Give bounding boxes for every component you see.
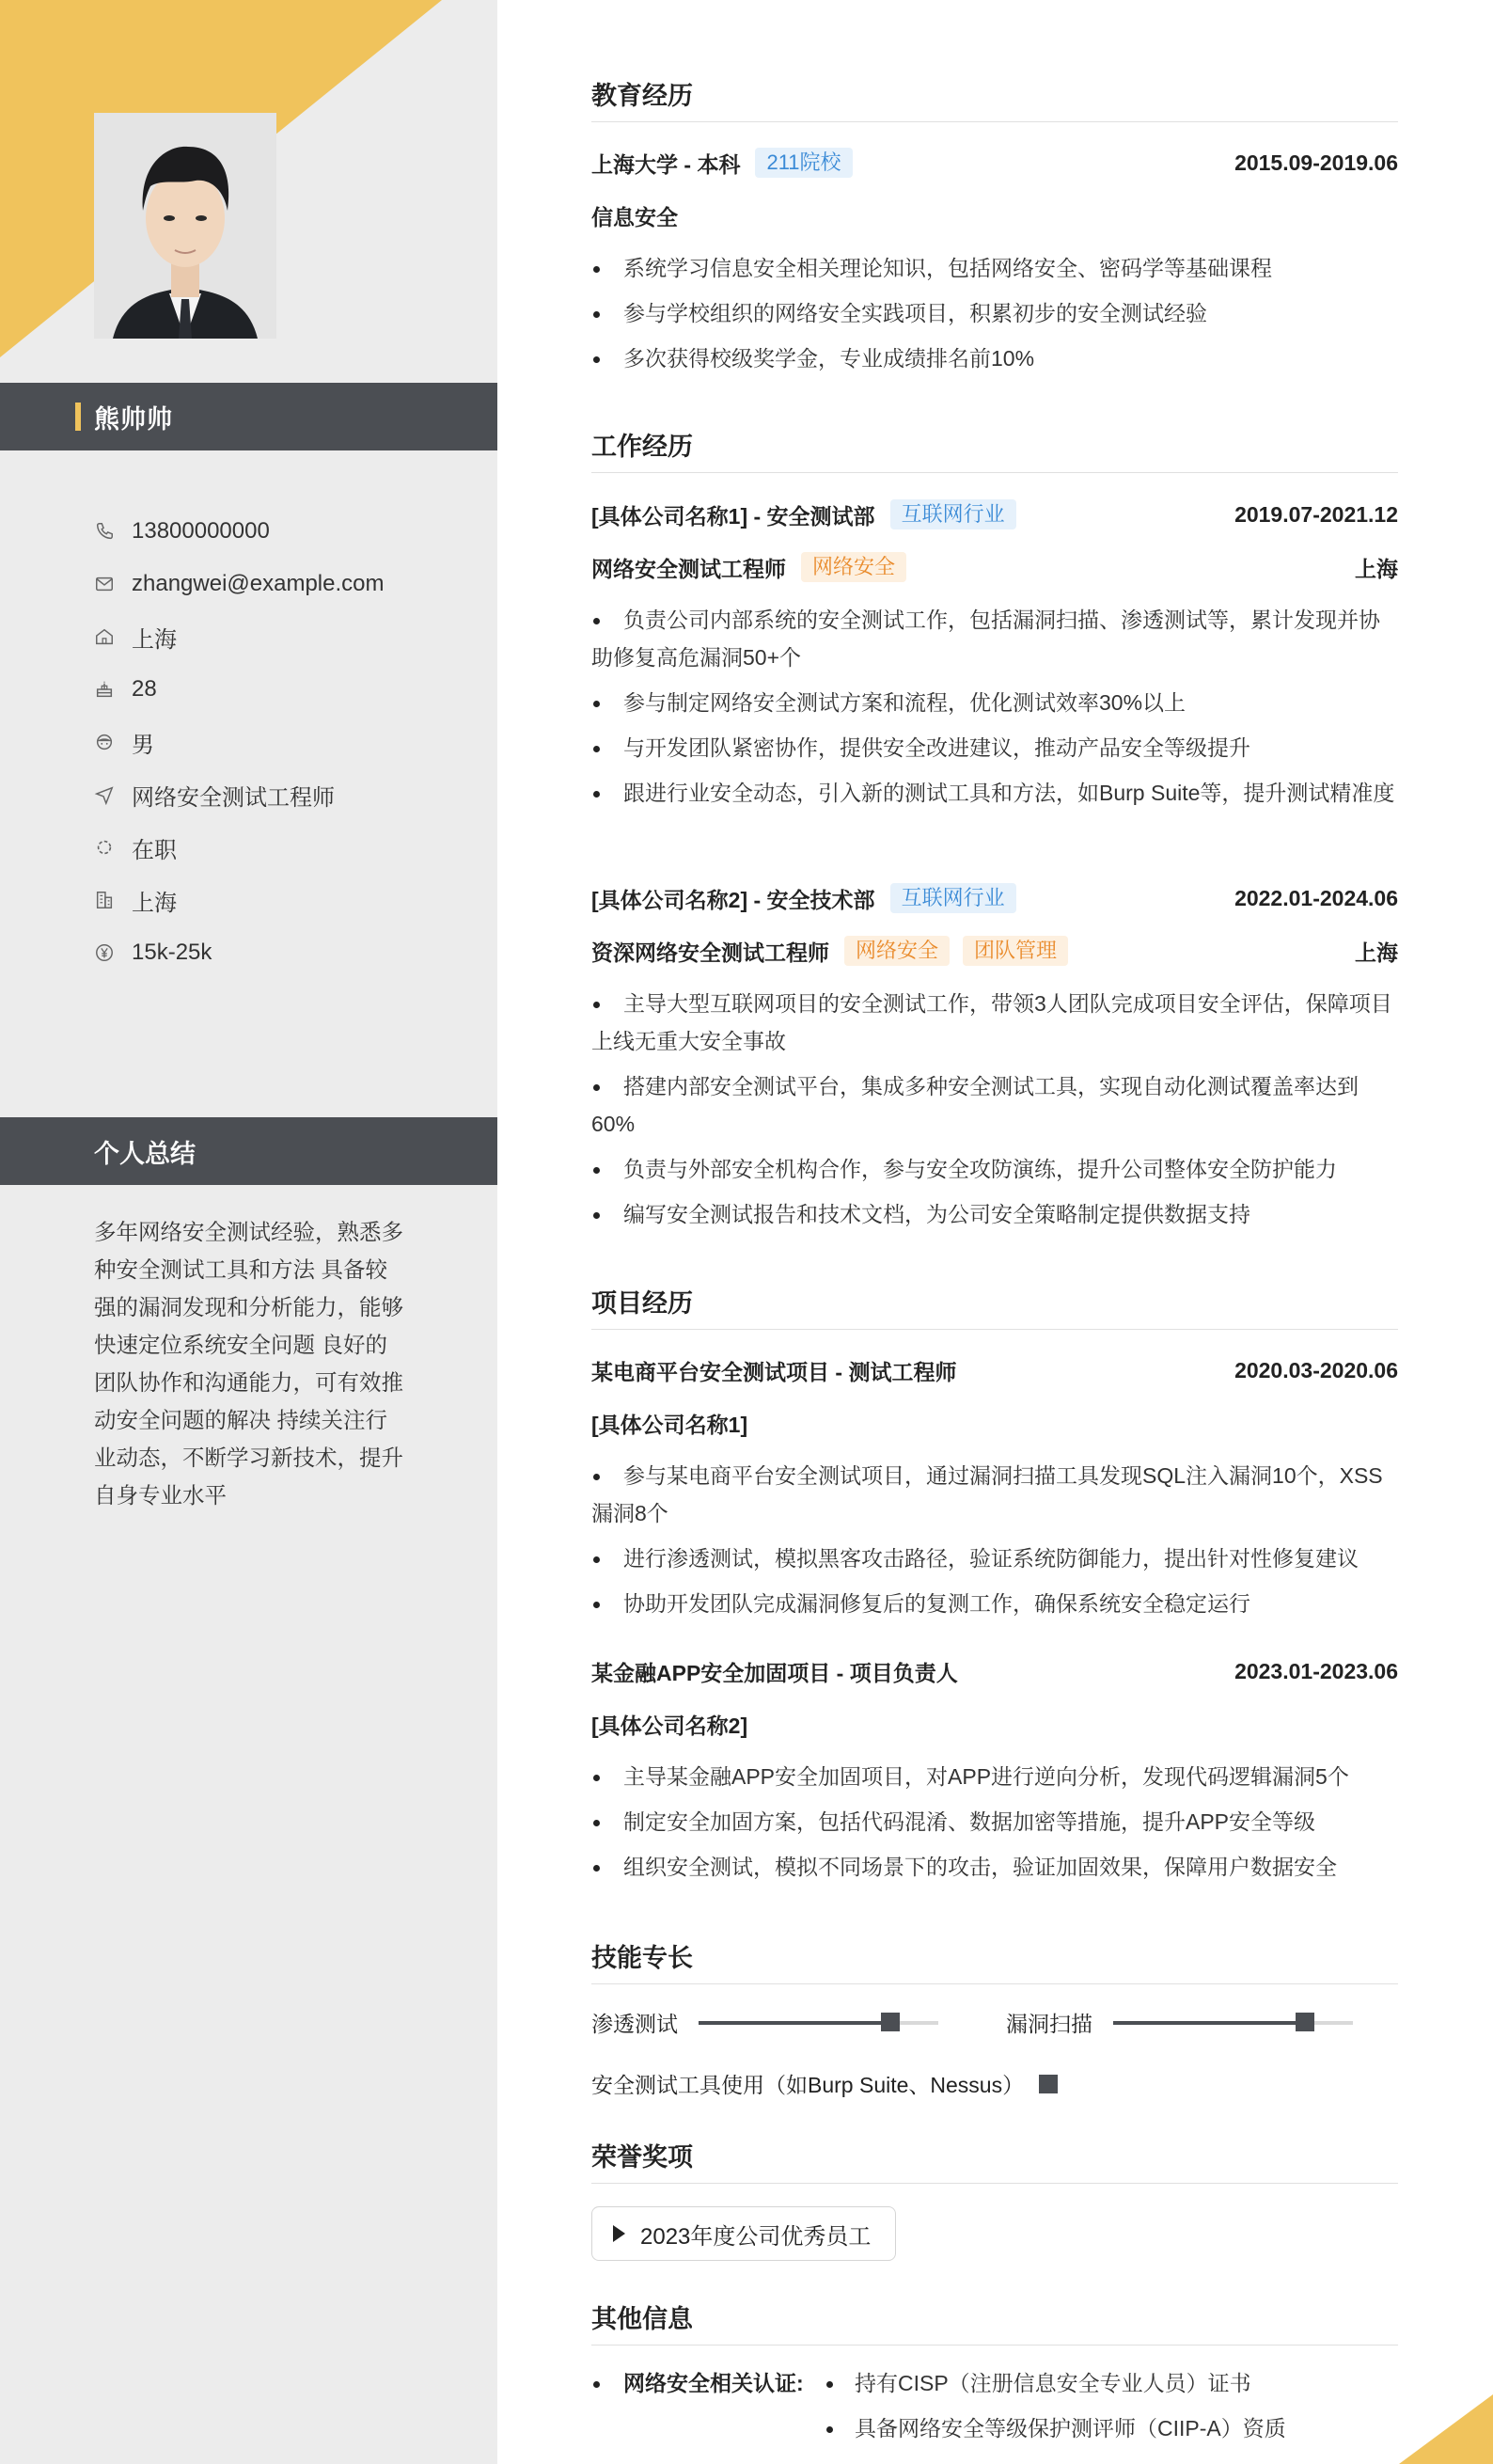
skill-level-bar [699,2021,938,2025]
award-item[interactable] [591,2206,896,2261]
job-1-bullets [591,601,1398,819]
project-date: 2023.01-2023.06 [1234,1658,1398,1683]
bullet-dot [593,2381,600,2388]
contact-age [94,663,470,716]
education-bullets [591,249,1398,385]
contact-gender [94,716,470,768]
summary-text: 多年网络安全测试经验，熟悉多种安全测试工具和方法 具备较强的漏洞发现和分析能力，能够快速定位系统安全问题 良好的团队协作和沟通能力，可有效推动安全问题的解决 持续关注行业动态，不断学习新技术，提升自身专业水平 [94,1220,403,1508]
contact-text: 男 [132,732,154,758]
job-date: 2022.01-2024.06 [1234,885,1398,910]
skill-level-knob [881,2013,900,2031]
project-1-bullets [591,1457,1398,1630]
education-major-row [591,197,1398,234]
contact-phone[interactable] [94,505,470,558]
work-title: 工作经历 [591,426,1398,473]
contact-status [94,821,470,874]
candidate-name: 熊帅帅 [94,404,173,434]
yen-icon [94,942,115,963]
school-name: 上海大学 - 本科 [591,151,741,177]
skill-extra [591,2068,1058,2099]
skill-level-knob [1296,2013,1314,2031]
phone-icon [94,521,115,542]
skill-name: 渗透测试 [591,2012,678,2036]
status-icon [94,837,115,858]
send-icon [94,784,115,805]
skill-extra-text: 安全测试工具使用（如Burp Suite、Nessus） [591,2073,1025,2097]
contact-list [94,505,470,979]
contact-email[interactable] [94,558,470,610]
project-date: 2020.03-2020.06 [1234,1357,1398,1382]
contact-city [94,874,470,926]
contact-text: 28 [132,676,157,702]
cake-icon [94,679,115,700]
list-item: 进行渗透测试，模拟黑客攻击路径，验证系统防御能力，提出针对性修复建议 [591,1540,1398,1577]
list-item: 负责与外部安全机构合作，参与安全攻防演练，提升公司整体安全防护能力 [591,1150,1398,1188]
skill-level-fill [1113,2021,1305,2025]
building-icon [94,890,115,910]
list-item: 系统学习信息安全相关理论知识，包括网络安全、密码学等基础课程 [591,249,1398,287]
project-name: 某金融APP安全加固项目 - 项目负责人 [591,1660,958,1685]
contact-home [94,610,470,663]
industry-tag: 互联网行业 [890,883,1016,913]
job-2-header [591,879,1398,917]
contact-text: 在职 [132,837,177,863]
school-tag: 211院校 [755,148,852,178]
job-company: [具体公司名称2] - 安全技术部 [591,887,875,912]
other-title: 其他信息 [591,2298,1398,2346]
contact-text: 网络安全测试工程师 [132,784,335,811]
list-item: 主导某金融APP安全加固项目，对APP进行逆向分析，发现代码逻辑漏洞5个 [591,1758,1398,1795]
education-title: 教育经历 [591,75,1398,122]
award-text: 2023年度公司优秀员工 [640,2223,872,2250]
name-accent [75,403,81,431]
skill-name: 漏洞扫描 [1006,2012,1092,2036]
summary-header [0,1117,497,1185]
list-item: 制定安全加固方案，包括代码混淆、数据加密等措施，提升APP安全等级 [591,1803,1398,1840]
home-icon [94,626,115,647]
skills-title: 技能专长 [591,1937,1398,1984]
list-item: 参与学校组织的网络安全实践项目，积累初步的安全测试经验 [591,294,1398,332]
major: 信息安全 [591,204,678,229]
project-2-company-row [591,1705,1398,1743]
name-bar [0,383,497,450]
job-role: 资深网络安全测试工程师 [591,940,829,965]
skill-tag: 团队管理 [963,936,1068,966]
skill-level-bar [1113,2021,1353,2025]
job-date: 2019.07-2021.12 [1234,501,1398,527]
project-2-bullets [591,1758,1398,1893]
list-item: 负责公司内部系统的安全测试工作，包括漏洞扫描、渗透测试等，累计发现并协助修复高危漏洞50+个 [591,601,1398,676]
avatar [94,113,276,339]
summary-title: 个人总结 [94,1139,196,1168]
project-2-header [591,1652,1398,1690]
other-item: 具备网络安全等级保护测评师（CIIP-A）资质 [855,2416,1286,2440]
contact-text: 13800000000 [132,518,270,544]
contact-text: 上海 [132,890,177,916]
list-item: 跟进行业安全动态，引入新的测试工具和方法，如Burp Suite等，提升测试精准度 [591,774,1398,812]
project-company: [具体公司名称2] [591,1713,748,1738]
other-label: 网络安全相关认证: [623,2371,804,2395]
list-item: 组织安全测试，模拟不同场景下的攻击，验证加固效果，保障用户数据安全 [591,1848,1398,1886]
sidebar [0,0,497,2464]
industry-tag: 互联网行业 [890,499,1016,529]
job-1-role-row [591,548,1398,586]
contact-text: zhangwei@example.com [132,571,385,596]
list-item: 主导大型互联网项目的安全测试工作，带领3人团队完成项目安全评估，保障项目上线无重大安全事故 [591,985,1398,1060]
project-company: [具体公司名称1] [591,1412,748,1437]
decorative-corner-bottom [1399,2394,1493,2464]
gender-icon [94,732,115,752]
skill-item [591,2007,938,2038]
list-item: 搭建内部安全测试平台，集成多种安全测试工具，实现自动化测试覆盖率达到60% [591,1067,1398,1143]
education-header [591,144,1398,182]
job-company: [具体公司名称1] - 安全测试部 [591,503,875,529]
contact-text: 上海 [132,626,177,653]
list-item: 多次获得校级奖学金，专业成绩排名前10% [591,340,1398,377]
contact-position [94,768,470,821]
job-role: 网络安全测试工程师 [591,556,786,581]
job-2-bullets [591,985,1398,1240]
skill-tag: 网络安全 [844,936,950,966]
job-2-role-row [591,932,1398,970]
list-item: 编写安全测试报告和技术文档，为公司安全策略制定提供数据支持 [591,1195,1398,1233]
other-item: 持有CISP（注册信息安全专业人员）证书 [855,2371,1251,2395]
education-date: 2015.09-2019.06 [1234,150,1398,175]
list-item: 与开发团队紧密协作，提供安全改进建议，推动产品安全等级提升 [591,729,1398,766]
skill-tag: 网络安全 [801,552,906,582]
bullet-dot [826,2381,833,2388]
projects-title: 项目经历 [591,1283,1398,1330]
project-1-company-row [591,1404,1398,1442]
skill-level-fill [699,2021,890,2025]
bullet-dot [826,2426,833,2433]
project-name: 某电商平台安全测试项目 - 测试工程师 [591,1359,957,1384]
triangle-right-icon [613,2225,625,2242]
honors-title: 荣誉奖项 [591,2137,1398,2184]
list-item: 参与制定网络安全测试方案和流程，优化测试效率30%以上 [591,684,1398,721]
contact-text: 15k-25k [132,940,212,965]
job-1-header [591,496,1398,533]
list-item: 协助开发团队完成漏洞修复后的复测工作，确保系统安全稳定运行 [591,1585,1398,1622]
list-item: 参与某电商平台安全测试项目，通过漏洞扫描工具发现SQL注入漏洞10个，XSS漏洞8个 [591,1457,1398,1532]
job-city: 上海 [1355,940,1398,965]
contact-salary [94,926,470,979]
project-1-header [591,1351,1398,1389]
job-city: 上海 [1355,556,1398,581]
skill-marker [1039,2075,1058,2093]
mail-icon [94,574,115,594]
skill-item [1006,2007,1353,2038]
